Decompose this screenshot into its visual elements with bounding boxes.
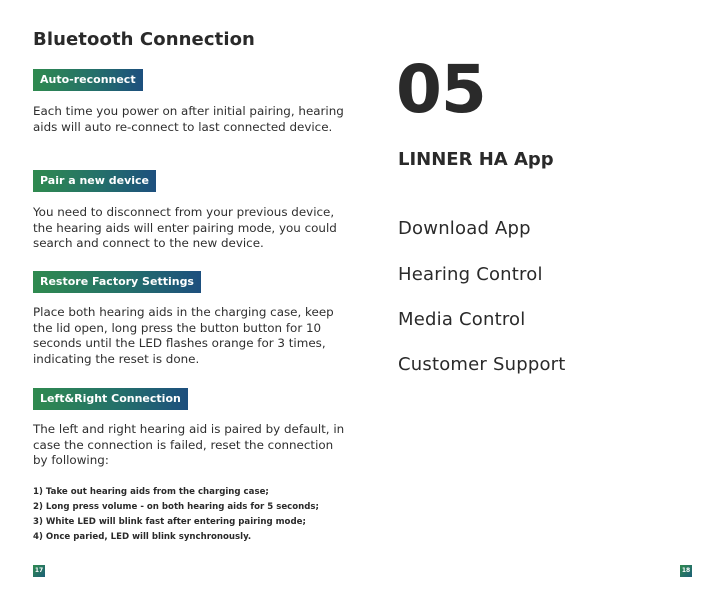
section-body-left-right-connection: The left and right hearing aid is paired by default, in case the connection is failed, reset the connection by following: bbox=[33, 422, 345, 468]
chapter-number: 05 bbox=[396, 51, 486, 128]
pairing-step: 1) Take out hearing aids from the charging case; bbox=[33, 487, 269, 497]
toc-item-download-app: Download App bbox=[398, 218, 531, 239]
toc-item-customer-support: Customer Support bbox=[398, 354, 566, 375]
section-tag-auto-reconnect: Auto-reconnect bbox=[33, 69, 143, 91]
section-body-auto-reconnect: Each time you power on after initial pairing, hearing aids will auto re-connect to last connected device. bbox=[33, 104, 344, 134]
chapter-title: LINNER HA App bbox=[398, 149, 554, 170]
pairing-step: 4) Once paried, LED will blink synchronously. bbox=[33, 532, 252, 542]
section-tag-pair-new-device: Pair a new device bbox=[33, 170, 156, 192]
section-tag-left-right-connection: Left&Right Connection bbox=[33, 388, 188, 410]
left-page-title: Bluetooth Connection bbox=[33, 29, 255, 50]
section-body-pair-new-device: You need to disconnect from your previous device, the hearing aids will enter pairing mode, you could search and connect to the new device. bbox=[33, 205, 337, 251]
right-page-number: 18 bbox=[680, 565, 692, 577]
left-page-number: 17 bbox=[33, 565, 45, 577]
section-body-restore-factory: Place both hearing aids in the charging case, keep the lid open, long press the button button for 10 seconds until the LED flashes orange for 3 times, indicating the reset is done. bbox=[33, 305, 334, 367]
pairing-step: 3) White LED will blink fast after entering pairing mode; bbox=[33, 517, 306, 527]
section-tag-restore-factory: Restore Factory Settings bbox=[33, 271, 201, 293]
toc-item-hearing-control: Hearing Control bbox=[398, 264, 543, 285]
pairing-steps-list bbox=[33, 485, 319, 545]
pairing-step: 2) Long press volume - on both hearing aids for 5 seconds; bbox=[33, 502, 319, 512]
toc-item-media-control: Media Control bbox=[398, 309, 526, 330]
